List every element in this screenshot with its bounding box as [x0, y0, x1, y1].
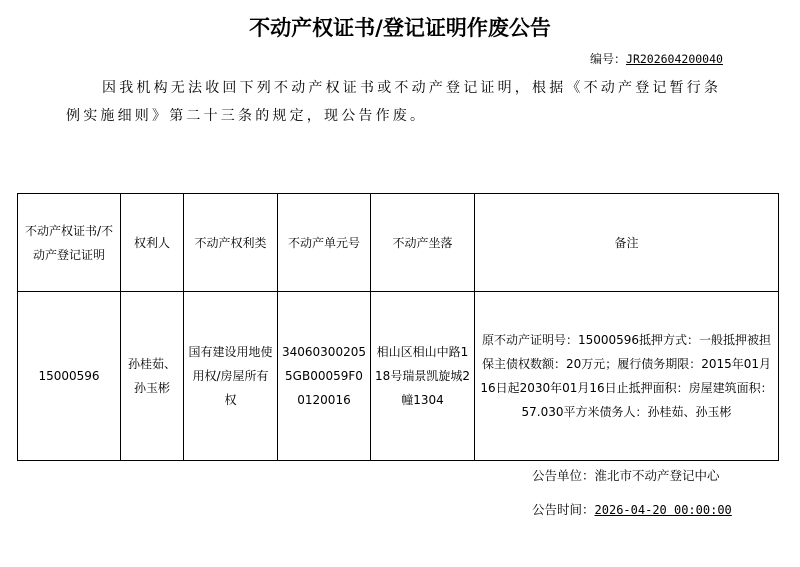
cell-remarks: 原不动产证明号：15000596抵押方式：一般抵押被担保主债权数额：20万元；履行债务期限：2015年01月16日起2030年01月16日止抵押面积：房屋建筑面积：57.030平方米债务人：孙桂茹、孙玉彬	[475, 292, 779, 461]
header-unit-number: 不动产单元号	[278, 194, 371, 292]
notice-unit	[532, 466, 720, 484]
notice-body: 因我机构无法收回下列不动产权证书或不动产登记证明，根据《不动产登记暂行条例实施细则》第二十三条的规定，现公告作废。	[66, 80, 722, 124]
serial-value: JR202604200040	[626, 52, 723, 66]
table-header-row	[18, 194, 779, 292]
time-value: 2026-04-20 00:00:00	[594, 503, 732, 517]
notice-time	[532, 500, 732, 518]
table-row	[18, 292, 779, 461]
unit-label: 公告单位：	[532, 468, 595, 483]
notice-table	[17, 193, 779, 461]
page-title: 不动产权证书/登记证明作废公告	[249, 16, 551, 40]
header-remarks: 备注	[475, 194, 779, 292]
header-cert-number: 不动产权证书/不动产登记证明	[18, 194, 121, 292]
serial-number	[590, 50, 723, 67]
serial-label: 编号：	[590, 52, 627, 66]
cell-unit-number: 340603002055GB00059F00120016	[278, 292, 371, 461]
cell-location: 相山区相山中路118号瑞景凯旋城2幢1304	[371, 292, 475, 461]
cell-cert-number: 15000596	[18, 292, 121, 461]
header-right-holder: 权利人	[121, 194, 184, 292]
time-label: 公告时间：	[532, 502, 595, 517]
cell-right-holder: 孙桂茹、孙玉彬	[121, 292, 184, 461]
cell-right-type: 国有建设用地使用权/房屋所有权	[184, 292, 278, 461]
header-location: 不动产坐落	[371, 194, 475, 292]
header-right-type: 不动产权利类	[184, 194, 278, 292]
unit-value: 淮北市不动产登记中心	[594, 468, 720, 483]
